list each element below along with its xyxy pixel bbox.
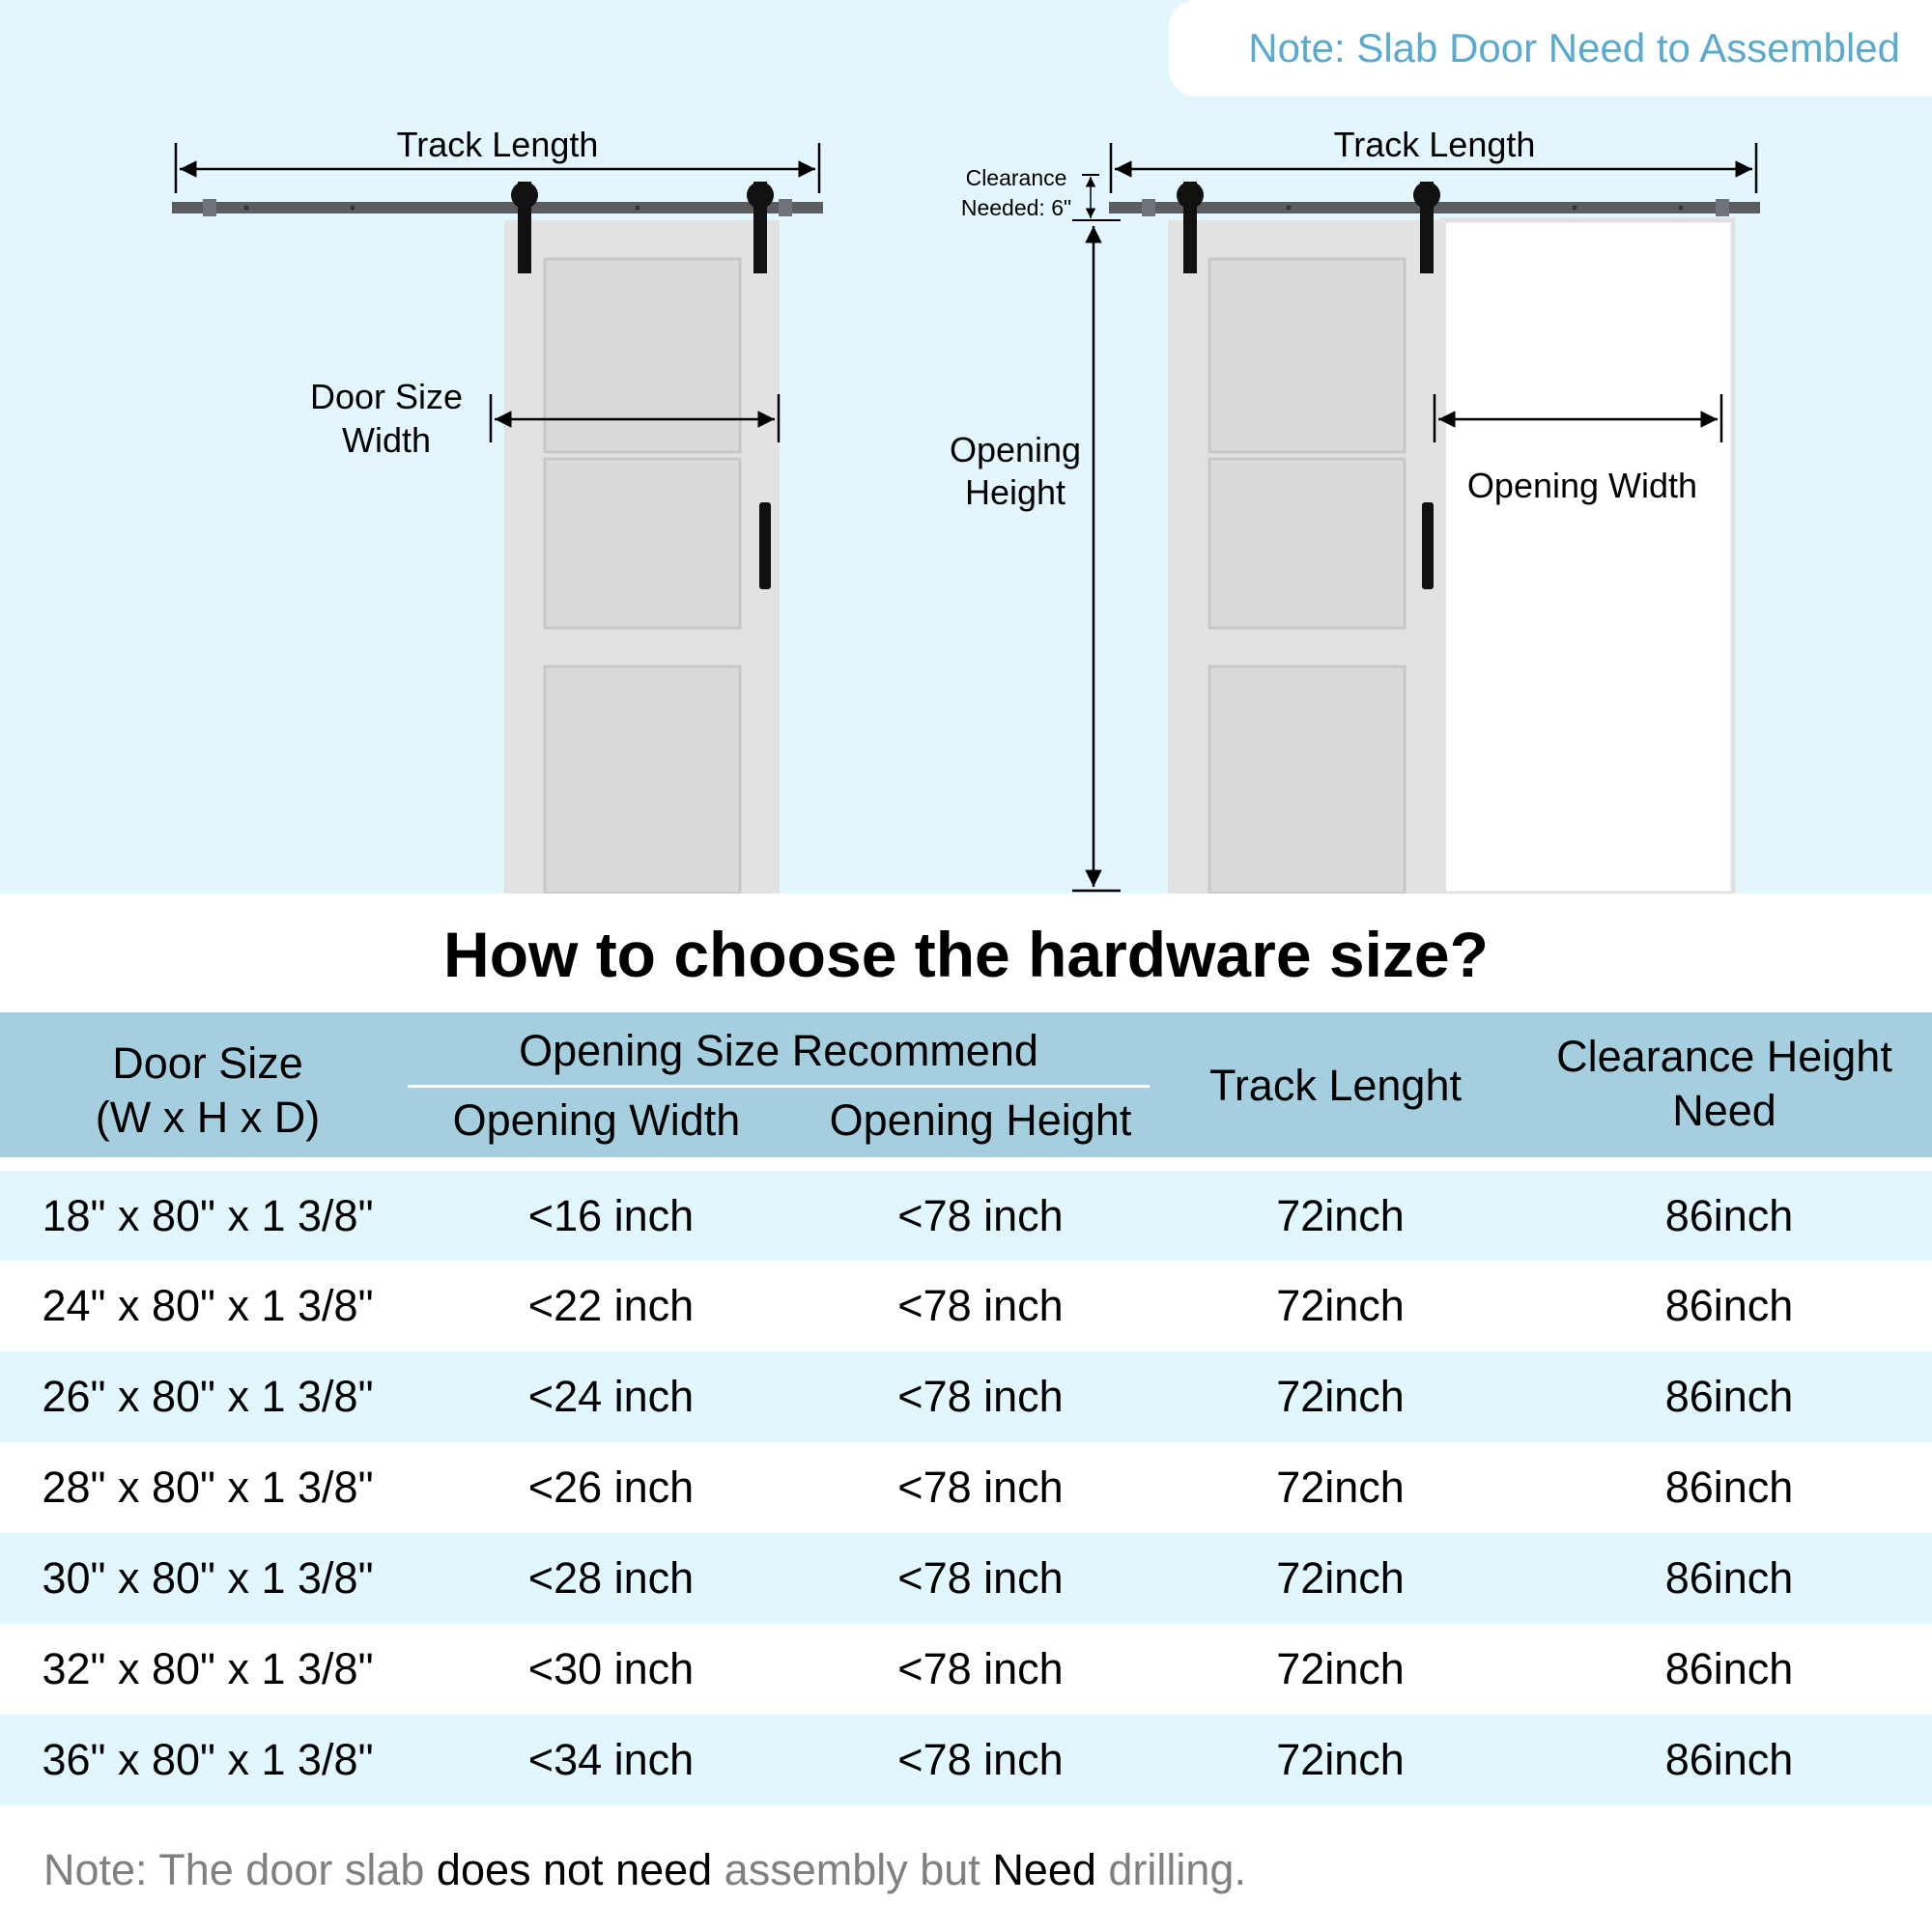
cell-opening-height: <78 inch — [897, 1463, 1064, 1512]
cell-clearance: 86inch — [1664, 1735, 1794, 1784]
cell-door-size: 28" x 80" x 1 3/8" — [42, 1463, 374, 1512]
opening-height-label-line1: Opening — [949, 430, 1082, 469]
page-title: How to choose the hardware size? — [443, 919, 1489, 990]
header-opening-height: Opening Height — [829, 1095, 1132, 1145]
right-door-illustration — [1072, 143, 1760, 894]
footnote-part2: does not need — [436, 1845, 713, 1894]
cell-opening-width: <24 inch — [527, 1372, 695, 1421]
cell-track-length: 72inch — [1276, 1735, 1405, 1784]
table-row — [0, 1715, 1932, 1805]
header-door-size — [0, 1037, 415, 1145]
cell-door-size: 32" x 80" x 1 3/8" — [42, 1644, 374, 1693]
header-track-length: Track Lenght — [1209, 1061, 1462, 1110]
opening-width-label: Opening Width — [1466, 466, 1698, 505]
header-door-size-line2: (W x H x D) — [95, 1093, 321, 1142]
left-track-length-label: Track Length — [396, 125, 599, 164]
cell-track-length: 72inch — [1276, 1190, 1405, 1240]
cell-door-size: 30" x 80" x 1 3/8" — [42, 1553, 374, 1603]
cell-clearance: 86inch — [1664, 1553, 1794, 1603]
header-clearance — [1517, 1030, 1932, 1138]
cell-opening-height: <78 inch — [897, 1281, 1064, 1330]
cell-clearance: 86inch — [1664, 1372, 1794, 1421]
table-body — [0, 1171, 1932, 1805]
left-door-illustration — [172, 143, 823, 894]
cell-door-size: 36" x 80" x 1 3/8" — [42, 1735, 374, 1784]
table-row — [0, 1261, 1932, 1351]
header-door-size-line1: Door Size — [112, 1038, 303, 1088]
cell-opening-height: <78 inch — [897, 1644, 1064, 1693]
header-opening-group: Opening Size Recommend — [519, 1026, 1038, 1075]
footnote-part3: assembly but — [712, 1845, 993, 1894]
opening-height-label-line2: Height — [964, 472, 1066, 512]
cell-clearance: 86inch — [1664, 1281, 1794, 1330]
cell-opening-height: <78 inch — [897, 1372, 1064, 1421]
cell-door-size: 24" x 80" x 1 3/8" — [42, 1281, 374, 1330]
table-row — [0, 1171, 1932, 1261]
door-size-width-label-line1: Door Size — [309, 377, 464, 416]
table-row — [0, 1624, 1932, 1715]
door-diagram — [0, 0, 1932, 894]
right-handle — [1422, 502, 1434, 589]
table-header — [0, 1012, 1932, 1157]
cell-opening-height: <78 inch — [897, 1735, 1064, 1784]
left-handle — [759, 502, 771, 589]
cell-opening-width: <30 inch — [527, 1644, 695, 1693]
footnote — [43, 1845, 1246, 1895]
note-badge — [1169, 0, 1932, 97]
footnote-part5: drilling. — [1095, 1845, 1246, 1894]
cell-track-length: 72inch — [1276, 1463, 1405, 1512]
cell-clearance: 86inch — [1664, 1644, 1794, 1693]
right-track-length-label: Track Length — [1333, 125, 1536, 164]
header-clearance-line1: Clearance Height — [1556, 1032, 1892, 1081]
footnote-part4: Need — [992, 1845, 1096, 1894]
table-row — [0, 1533, 1932, 1624]
footnote-part1: Note: The door slab — [43, 1845, 437, 1894]
table-row — [0, 1351, 1932, 1442]
cell-opening-height: <78 inch — [897, 1553, 1064, 1603]
cell-clearance: 86inch — [1664, 1463, 1794, 1512]
cell-track-length: 72inch — [1276, 1644, 1405, 1693]
cell-door-size: 26" x 80" x 1 3/8" — [42, 1372, 374, 1421]
diagram-area — [0, 0, 1932, 894]
note-badge-text: Note: Slab Door Need to Assembled — [1248, 25, 1900, 71]
cell-opening-width: <16 inch — [527, 1190, 695, 1240]
cell-clearance: 86inch — [1664, 1190, 1794, 1240]
cell-track-length: 72inch — [1276, 1553, 1405, 1603]
clearance-label-line1: Clearance — [965, 165, 1067, 190]
cell-opening-width: <34 inch — [527, 1735, 695, 1784]
clearance-label-line2: Needed: 6" — [960, 195, 1072, 220]
header-group-divider — [408, 1085, 1150, 1088]
cell-door-size: 18" x 80" x 1 3/8" — [42, 1190, 374, 1240]
cell-opening-width: <28 inch — [527, 1553, 695, 1603]
left-track — [172, 202, 823, 213]
door-opening — [1441, 220, 1733, 894]
header-opening-width: Opening Width — [452, 1095, 741, 1145]
cell-track-length: 72inch — [1276, 1372, 1405, 1421]
door-size-width-label-line2: Width — [341, 420, 432, 460]
header-clearance-line2: Need — [1672, 1086, 1776, 1135]
cell-track-length: 72inch — [1276, 1281, 1405, 1330]
cell-opening-height: <78 inch — [897, 1190, 1064, 1240]
cell-opening-width: <26 inch — [527, 1463, 695, 1512]
cell-opening-width: <22 inch — [527, 1281, 695, 1330]
hardware-size-table — [0, 1012, 1932, 1805]
table-row — [0, 1442, 1932, 1533]
